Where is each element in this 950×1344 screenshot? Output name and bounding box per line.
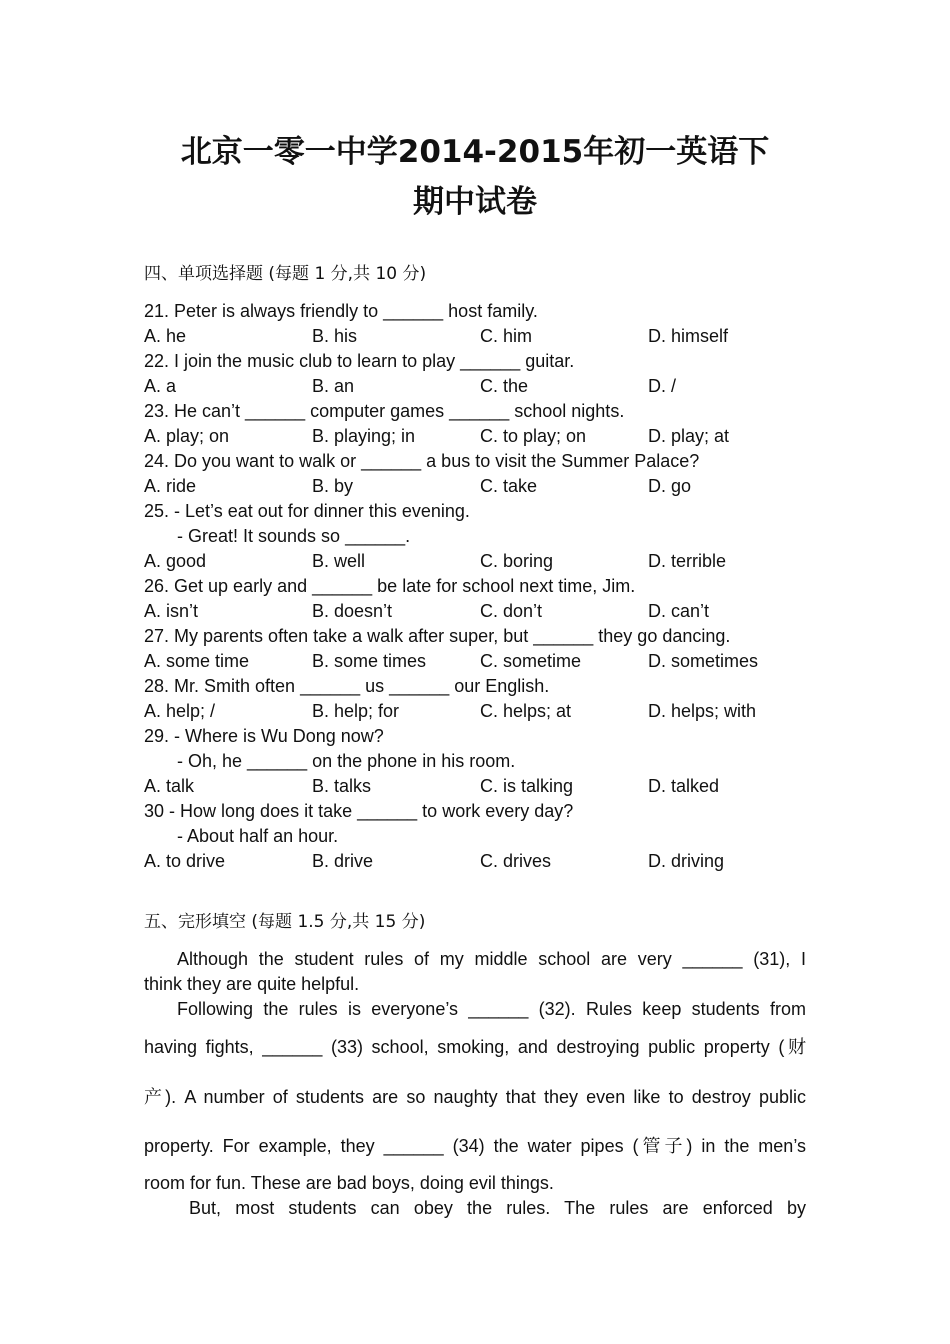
q22-option-d: D. / <box>648 376 677 396</box>
q30-option-b: B. drive <box>312 851 374 871</box>
passage-line-8: But, most students can obey the rules. The rules are enforced by <box>189 1198 806 1218</box>
passage-line-7: room for fun. These are bad boys, doing evil things. <box>144 1173 554 1193</box>
q28-option-d: D. helps; with <box>648 701 757 721</box>
passage-line-2: think they are quite helpful. <box>144 974 360 994</box>
question-25-reply: - Great! It sounds so ______. <box>177 526 411 546</box>
q28-option-c: C. helps; at <box>480 701 572 721</box>
question-24: 24. Do you want to walk or ______ a bus to visit the Summer Palace? <box>144 451 700 471</box>
q25-option-c: C. boring <box>480 551 554 571</box>
q27-option-b: B. some times <box>312 651 427 671</box>
q30-option-c: C. drives <box>480 851 552 871</box>
q22-option-c: C. the <box>480 376 529 396</box>
question-29: 29. - Where is Wu Dong now? <box>144 726 384 746</box>
question-26: 26. Get up early and ______ be late for school next time, Jim. <box>144 576 636 596</box>
question-22: 22. I join the music club to learn to play ______ guitar. <box>144 351 575 371</box>
q27-option-c: C. sometime <box>480 651 582 671</box>
q23-option-c: C. to play; on <box>480 426 587 446</box>
q26-option-a: A. isn’t <box>144 601 199 621</box>
question-30-reply: - About half an hour. <box>177 826 339 846</box>
q24-option-c: C. take <box>480 476 538 496</box>
q24-option-a: A. ride <box>144 476 197 496</box>
q24-option-d: D. go <box>648 476 692 496</box>
question-28: 28. Mr. Smith often ______ us ______ our English. <box>144 676 550 696</box>
question-30: 30 - How long does it take ______ to work every day? <box>144 801 574 821</box>
q24-option-b: B. by <box>312 476 354 496</box>
page-title-line-1: 北京一零一中学2014-2015年初一英语下 <box>180 134 770 170</box>
passage-line-5: 产). A number of students are so naughty that they even like to destroy public <box>144 1087 806 1107</box>
question-21: 21. Peter is always friendly to ______ host family. <box>144 301 538 321</box>
q23-option-d: D. play; at <box>648 426 730 446</box>
q26-option-b: B. doesn’t <box>312 601 393 621</box>
q29-option-b: B. talks <box>312 776 372 796</box>
q27-option-a: A. some time <box>144 651 250 671</box>
q29-option-c: C. is talking <box>480 776 574 796</box>
passage-line-6: property. For example, they ______ (34) the water pipes (管子) in the men’s <box>144 1136 806 1156</box>
q22-option-b: B. an <box>312 376 355 396</box>
question-25: 25. - Let’s eat out for dinner this evening. <box>144 501 470 521</box>
q30-option-a: A. to drive <box>144 851 226 871</box>
q26-option-d: D. can’t <box>648 601 710 621</box>
passage-line-4: having fights, ______ (33) school, smoking, and destroying public property (财 <box>144 1037 806 1057</box>
page-title-line-2: 期中试卷 <box>413 184 537 220</box>
q28-option-b: B. help; for <box>312 701 400 721</box>
question-29-reply: - Oh, he ______ on the phone in his room. <box>177 751 516 771</box>
section-4-heading: 四、单项选择题 (每题 1 分,共 10 分) <box>144 264 427 284</box>
section-5-heading: 五、完形填空 (每题 1.5 分,共 15 分) <box>144 912 426 932</box>
q25-option-b: B. well <box>312 551 366 571</box>
q23-option-b: B. playing; in <box>312 426 416 446</box>
q29-option-a: A. talk <box>144 776 195 796</box>
q28-option-a: A. help; / <box>144 701 216 721</box>
q21-option-a: A. he <box>144 326 187 346</box>
q27-option-d: D. sometimes <box>648 651 759 671</box>
question-27: 27. My parents often take a walk after super, but ______ they go dancing. <box>144 626 731 646</box>
q22-option-a: A. a <box>144 376 177 396</box>
q25-option-a: A. good <box>144 551 207 571</box>
q21-option-b: B. his <box>312 326 358 346</box>
q29-option-d: D. talked <box>648 776 720 796</box>
passage-line-1: Although the student rules of my middle school are very ______ (31), I <box>177 949 806 969</box>
q26-option-c: C. don’t <box>480 601 543 621</box>
q23-option-a: A. play; on <box>144 426 230 446</box>
q25-option-d: D. terrible <box>648 551 727 571</box>
q21-option-d: D. himself <box>648 326 729 346</box>
q21-option-c: C. him <box>480 326 533 346</box>
q30-option-d: D. driving <box>648 851 725 871</box>
question-23: 23. He can’t ______ computer games ______ school nights. <box>144 401 625 421</box>
passage-line-3: Following the rules is everyone’s ______ (32). Rules keep students from <box>177 999 806 1019</box>
